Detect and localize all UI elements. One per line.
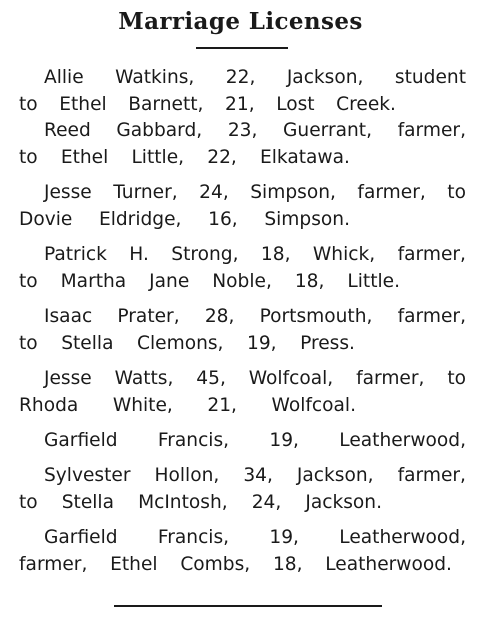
word: farmer, bbox=[356, 368, 425, 389]
word: Watkins, bbox=[115, 67, 195, 88]
text-line bbox=[19, 330, 355, 357]
word: Barnett, bbox=[128, 94, 204, 115]
word: Jesse bbox=[44, 368, 92, 389]
word: to bbox=[19, 94, 38, 115]
word: Noble, bbox=[212, 271, 272, 292]
word: farmer, bbox=[397, 465, 466, 486]
word: farmer, bbox=[19, 554, 88, 575]
word: to bbox=[447, 182, 466, 203]
word: Press. bbox=[300, 333, 355, 354]
word: 22, bbox=[207, 147, 237, 168]
word: Stella bbox=[61, 492, 114, 513]
word: 19, bbox=[269, 527, 299, 548]
word: 21, bbox=[207, 395, 237, 416]
word: Jane bbox=[149, 271, 190, 292]
word: Little. bbox=[347, 271, 400, 292]
text-line bbox=[44, 303, 466, 330]
text-line bbox=[19, 268, 400, 295]
word: McIntosh, bbox=[138, 492, 228, 513]
word: Allie bbox=[44, 67, 84, 88]
word: Jackson, bbox=[286, 67, 364, 88]
word: Simpson, bbox=[250, 182, 336, 203]
word: Wolfcoal, bbox=[248, 368, 334, 389]
word: 19, bbox=[269, 430, 299, 451]
word: Rhoda bbox=[19, 395, 79, 416]
word: Sylvester bbox=[44, 465, 131, 486]
text-line bbox=[19, 489, 382, 516]
text-line bbox=[44, 462, 466, 489]
word: 23, bbox=[227, 120, 258, 141]
word: Francis, bbox=[157, 527, 230, 548]
text-line bbox=[19, 392, 356, 419]
word: Creek. bbox=[336, 94, 396, 115]
word: Whick, bbox=[312, 244, 376, 265]
word: 24, bbox=[199, 182, 229, 203]
word: Lost bbox=[276, 94, 315, 115]
word: 18, bbox=[294, 271, 325, 292]
word: Leatherwood. bbox=[325, 554, 452, 575]
word: farmer, bbox=[397, 120, 466, 141]
word: Dovie bbox=[19, 209, 73, 230]
word: Patrick bbox=[44, 244, 107, 265]
word: to bbox=[19, 271, 38, 292]
word: Guerrant, bbox=[283, 120, 372, 141]
word: Simpson. bbox=[264, 209, 350, 230]
word: farmer, bbox=[357, 182, 426, 203]
word: Eldridge, bbox=[98, 209, 182, 230]
closing-rule bbox=[114, 605, 382, 607]
word: Jesse bbox=[44, 182, 92, 203]
headline-rule bbox=[196, 47, 288, 49]
word: 28, bbox=[204, 306, 235, 327]
word: Prater, bbox=[117, 306, 180, 327]
word: to bbox=[447, 368, 466, 389]
word: Elkatawa. bbox=[260, 147, 350, 168]
word: 21, bbox=[225, 94, 255, 115]
word: Isaac bbox=[44, 306, 93, 327]
word: H. bbox=[129, 244, 149, 265]
word: Jackson. bbox=[305, 492, 382, 513]
word: Ethel bbox=[110, 554, 158, 575]
word: 18, bbox=[272, 554, 303, 575]
word: to bbox=[19, 147, 38, 168]
word: Turner, bbox=[113, 182, 178, 203]
word: Garfield bbox=[44, 527, 118, 548]
word: Watts, bbox=[114, 368, 174, 389]
word: Strong, bbox=[171, 244, 239, 265]
word: Jackson, bbox=[296, 465, 374, 486]
word: 18, bbox=[260, 244, 291, 265]
word: Francis, bbox=[157, 430, 230, 451]
word: White, bbox=[112, 395, 173, 416]
word: Clemons, bbox=[137, 333, 224, 354]
text-line bbox=[44, 241, 466, 268]
word: 19, bbox=[247, 333, 277, 354]
word: to bbox=[19, 492, 38, 513]
text-line bbox=[19, 91, 396, 118]
word: 16, bbox=[208, 209, 238, 230]
word: Ethel bbox=[60, 147, 109, 168]
text-line bbox=[19, 551, 452, 578]
text-line bbox=[44, 117, 466, 144]
word: Hollon, bbox=[154, 465, 220, 486]
word: farmer, bbox=[397, 306, 466, 327]
word: Stella bbox=[61, 333, 114, 354]
text-line bbox=[44, 179, 466, 206]
word: Wolfcoal. bbox=[271, 395, 356, 416]
word: Reed bbox=[44, 120, 91, 141]
text-line bbox=[44, 64, 466, 91]
word: 45, bbox=[196, 368, 226, 389]
word: 24, bbox=[251, 492, 282, 513]
text-line bbox=[44, 365, 466, 392]
word: Little, bbox=[131, 147, 185, 168]
text-line bbox=[19, 206, 350, 233]
word: Martha bbox=[60, 271, 127, 292]
headline: Marriage Licenses bbox=[118, 8, 363, 35]
word: Garfield bbox=[44, 430, 118, 451]
word: Portsmouth, bbox=[259, 306, 373, 327]
word: farmer, bbox=[397, 244, 466, 265]
text-line bbox=[44, 524, 466, 551]
word: Combs, bbox=[180, 554, 251, 575]
word: Gabbard, bbox=[116, 120, 203, 141]
word: Ethel bbox=[59, 94, 107, 115]
word: Leatherwood, bbox=[339, 527, 466, 548]
word: 34, bbox=[243, 465, 273, 486]
text-line bbox=[19, 144, 350, 171]
word: to bbox=[19, 333, 38, 354]
word: 22, bbox=[225, 67, 256, 88]
word: Leatherwood, bbox=[339, 430, 466, 451]
word: student bbox=[394, 67, 466, 88]
text-line bbox=[44, 427, 466, 454]
